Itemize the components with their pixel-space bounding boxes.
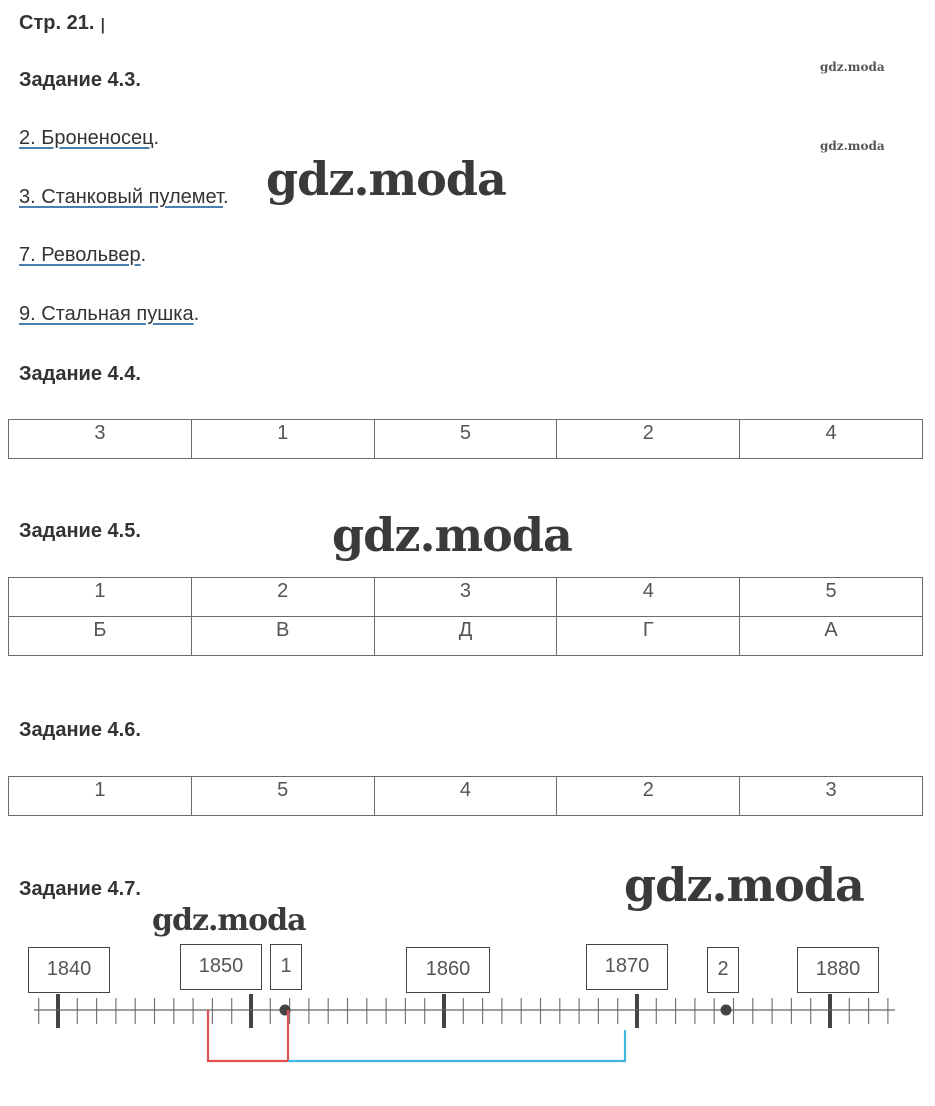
watermark-large: gdz.moda [332,508,572,562]
table-cell: 4 [557,578,740,617]
table-cell: 3 [9,420,192,459]
timeline-point-2 [721,1005,732,1016]
table-cell: Д [374,617,557,656]
timeline-year-box: 1850 [180,944,262,990]
timeline-year-box: 1840 [28,947,110,993]
table-cell: 2 [191,578,374,617]
task-4-3-item: 2. Броненосец. [19,127,160,149]
timeline-year-box: 1880 [797,947,879,993]
table-cell: А [740,617,923,656]
watermark-small: gdz.moda [820,139,885,153]
task-4-3-item-link[interactable]: 7. Револьвер [19,244,141,266]
table-cell: 5 [740,578,923,617]
task-4-3-item: 3. Станковый пулемет. [19,186,229,208]
page-title: Стр. 21. ꞁ [19,12,106,34]
table-cell: Б [9,617,192,656]
table-row [9,578,923,617]
table-cell: Г [557,617,740,656]
table-cell: В [191,617,374,656]
watermark-large: gdz.moda [266,152,506,206]
watermark-medium: gdz.moda [152,903,306,938]
task-4-4-table [8,419,923,459]
table-cell: 3 [740,777,923,816]
table-cell: 1 [9,777,192,816]
table-cell: 1 [191,420,374,459]
table-row [9,420,923,459]
table-cell: 5 [191,777,374,816]
task-4-7-heading: Задание 4.7. [19,878,141,900]
task-4-3-heading: Задание 4.3. [19,69,141,91]
task-4-3-item: 9. Стальная пушка. [19,303,200,325]
timeline-year-box: 1860 [406,947,490,993]
table-cell: 2 [557,777,740,816]
table-cell: 4 [740,420,923,459]
task-4-3-item-link[interactable]: 2. Броненосец [19,127,154,149]
blue-bracket [288,1030,625,1061]
timeline-axis [0,990,935,1070]
watermark-large: gdz.moda [624,858,864,912]
task-4-5-table [8,577,923,656]
task-4-6-table [8,776,923,816]
timeline-ticks [39,994,888,1028]
table-cell: 2 [557,420,740,459]
timeline-marker-box: 1 [270,944,302,990]
timeline-year-box: 1870 [586,944,668,990]
watermark-small: gdz.moda [820,60,885,74]
table-cell: 4 [374,777,557,816]
table-row [9,777,923,816]
task-4-6-heading: Задание 4.6. [19,719,141,741]
red-bracket [208,1010,288,1061]
task-4-3-item: 7. Револьвер. [19,244,147,266]
table-cell: 1 [9,578,192,617]
table-row [9,617,923,656]
task-4-4-heading: Задание 4.4. [19,363,141,385]
table-cell: 5 [374,420,557,459]
task-4-3-item-link[interactable]: 3. Станковый пулемет [19,186,223,208]
task-4-5-heading: Задание 4.5. [19,520,141,542]
table-cell: 3 [374,578,557,617]
task-4-3-item-link[interactable]: 9. Стальная пушка [19,303,194,325]
timeline-marker-box: 2 [707,947,739,993]
